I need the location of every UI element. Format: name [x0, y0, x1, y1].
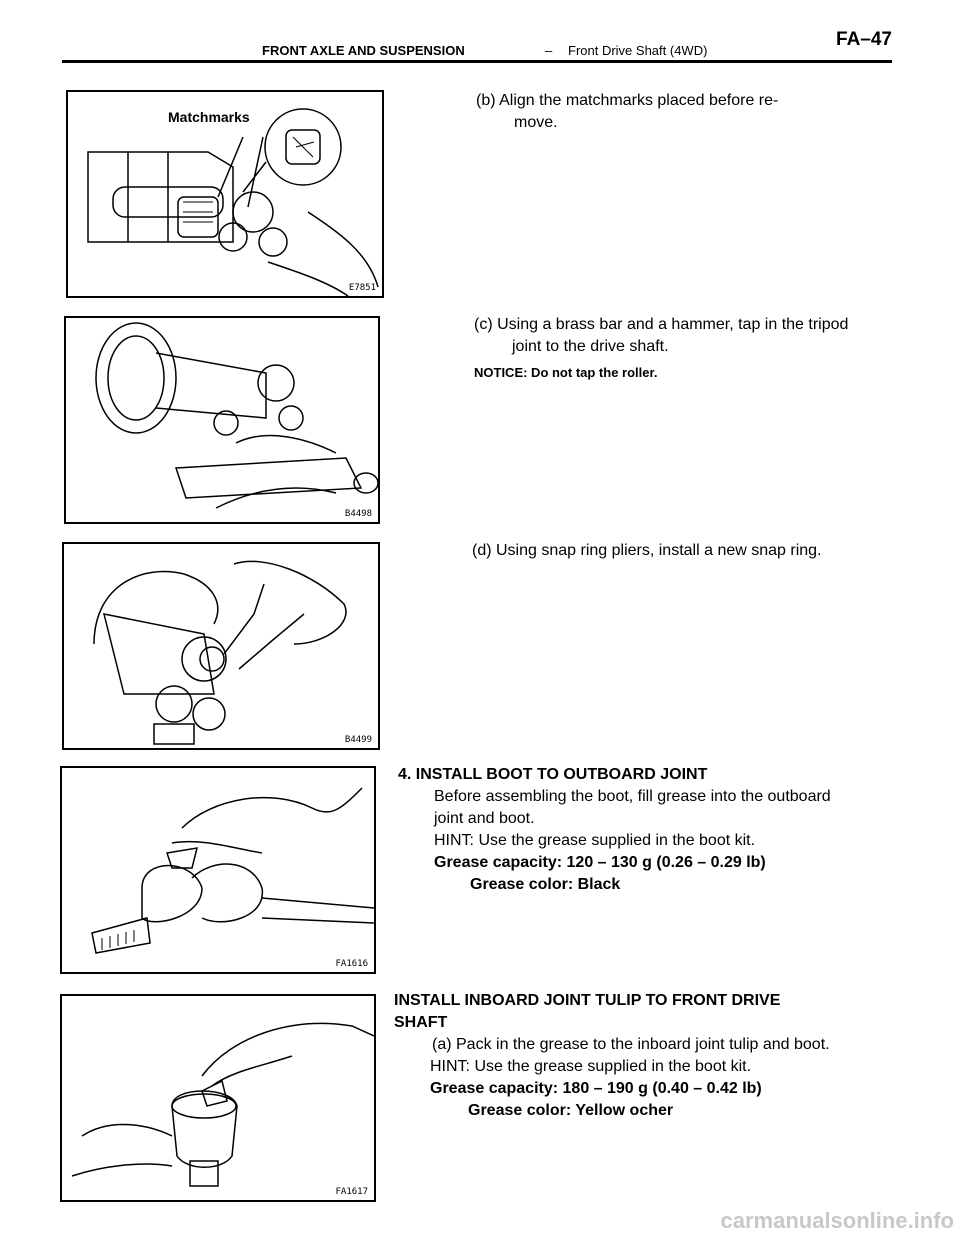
illustration-tap-tripod: [66, 318, 378, 522]
figure-matchmarks: [66, 90, 384, 298]
page-number: FA–47: [836, 29, 892, 50]
step-4: [398, 764, 898, 896]
step-b-line1: (b) Align the matchmarks placed before re-: [476, 92, 779, 109]
illustration-inboard-grease: [62, 996, 374, 1200]
figure-inboard-tulip: [60, 994, 376, 1202]
header-separator: –: [545, 43, 553, 58]
figure-code: B4499: [344, 735, 372, 745]
step-4-color: Grease color: Black: [470, 876, 621, 893]
step-b: [476, 90, 896, 134]
section-title: FRONT AXLE AND SUSPENSION: [262, 43, 465, 58]
step-5: [394, 990, 894, 1122]
step-d: [472, 540, 912, 562]
subsection-title: Front Drive Shaft (4WD): [568, 43, 708, 58]
step-5-a: (a) Pack in the grease to the inboard joint tulip and boot.: [432, 1036, 830, 1053]
step-4-line1: Before assembling the boot, fill grease into the outboard: [434, 788, 831, 805]
illustration-outboard-grease: [62, 768, 374, 972]
step-5-hint: HINT: Use the grease supplied in the boot kit.: [430, 1058, 752, 1075]
step-5-capacity: Grease capacity: 180 – 190 g (0.40 – 0.42 lb): [430, 1080, 762, 1097]
step-5-heading-line1: INSTALL INBOARD JOINT TULIP TO FRONT DRIVE: [394, 992, 781, 1009]
figure-outboard-boot: [60, 766, 376, 974]
step-c-notice: NOTICE: Do not tap the roller.: [474, 365, 658, 380]
figure-snap-ring: [62, 542, 380, 750]
step-c: [474, 314, 914, 384]
step-c-line1: (c) Using a brass bar and a hammer, tap in the tripod: [474, 316, 849, 333]
step-4-capacity: Grease capacity: 120 – 130 g (0.26 – 0.29 lb): [434, 854, 766, 871]
step-c-line2: joint to the drive shaft.: [512, 338, 669, 355]
figure-code: FA1617: [335, 1187, 368, 1197]
watermark: carmanualsonline.info: [720, 1208, 954, 1233]
figure-code: B4498: [344, 509, 372, 519]
figure-code: FA1616: [335, 959, 368, 969]
matchmarks-callout: Matchmarks: [168, 109, 250, 125]
page-header: [62, 26, 892, 60]
step-4-hint: HINT: Use the grease supplied in the boot kit.: [434, 832, 756, 849]
step-5-heading-line2: SHAFT: [394, 1014, 448, 1031]
step-4-heading: 4. INSTALL BOOT TO OUTBOARD JOINT: [398, 766, 708, 783]
illustration-snap-ring-pliers: [64, 544, 378, 748]
illustration-tripod-matchmarks: [68, 92, 382, 296]
step-b-line2: move.: [514, 114, 558, 131]
step-d-line1: (d) Using snap ring pliers, install a new snap ring.: [472, 542, 822, 559]
step-5-color: Grease color: Yellow ocher: [468, 1102, 674, 1119]
figure-code: E7851: [348, 283, 376, 293]
figure-brass-bar: [64, 316, 380, 524]
header-rule: [62, 60, 892, 63]
step-4-line2: joint and boot.: [434, 810, 535, 827]
